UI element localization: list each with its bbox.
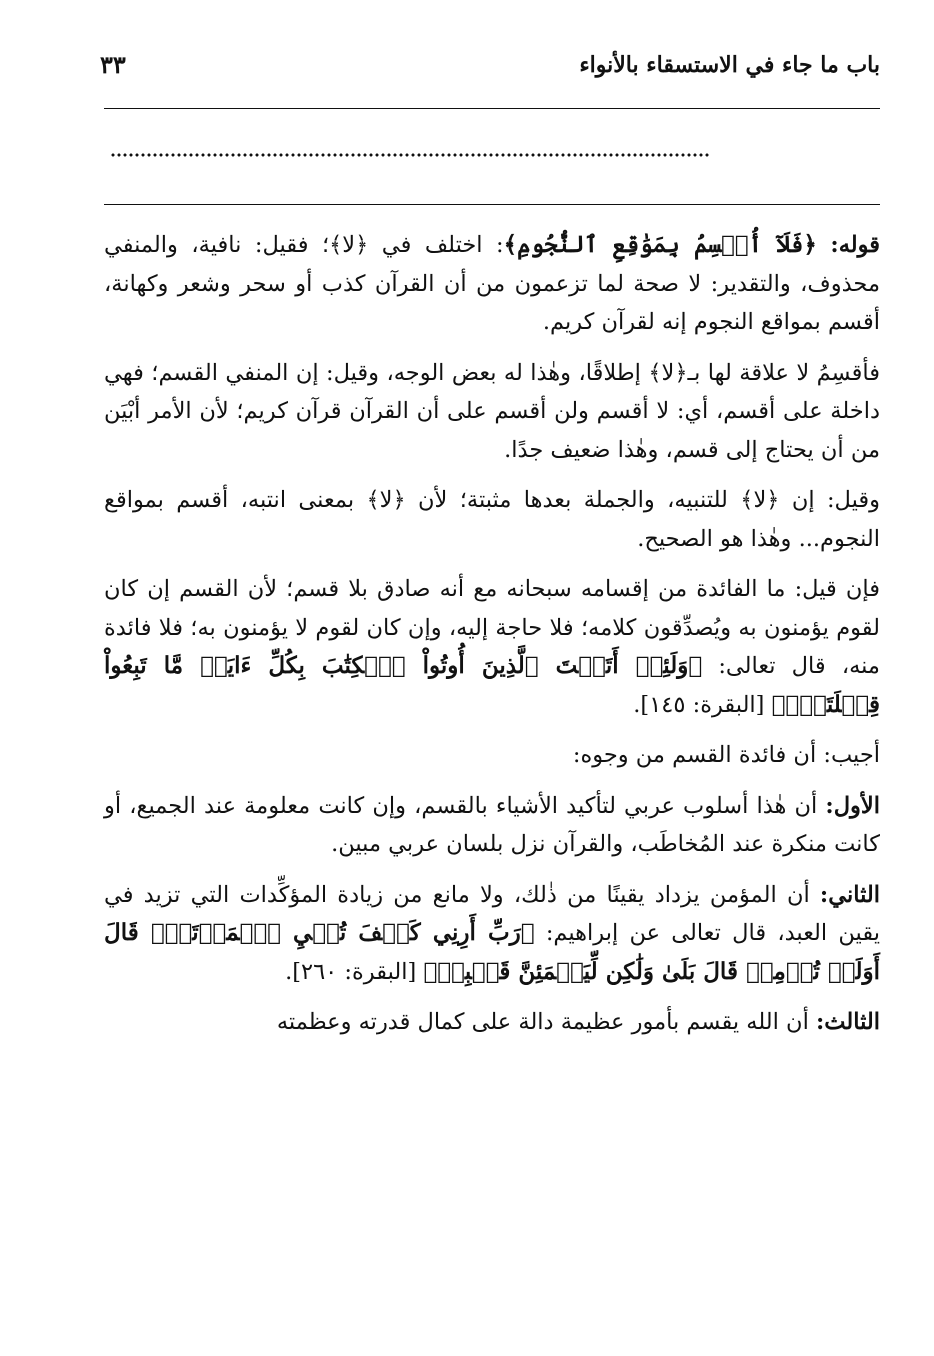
quran-verse: ﴿رَبِّ أَرِنِي كَيۡفَ تُحۡيِ ٱلۡمَوۡتَىٰۖ قَالَ أَوَلَمۡ تُؤۡمِنۖ قَالَ بَلَىٰ وَلَٰكِن لِّيَطۡمَئِنَّ قَلۡبِيۖ﴾ — [104, 919, 880, 985]
paragraph-1 — [104, 226, 880, 342]
paragraph-text: : اختلف في ﴿لا﴾؛ فقيل: نافية، والمنفي محذوف، والتقدير: لا صحة لما تزعمون من أن القرآن كذب أو سحر وشعر وكهانة، أقسم بمواقع النجوم إنه لقرآن كريم. — [104, 232, 880, 335]
quran-verse: ﴿وَلَئِنۡ أَتَيۡتَ ٱلَّذِينَ أُوتُواْ ٱلۡكِتَٰبَ بِكُلِّ ءَايَةٖ مَّا تَبِعُواْ قِبۡلَتَكَۚ﴾ — [104, 652, 880, 718]
paragraph-8 — [104, 1003, 880, 1042]
paragraph-text: أن هٰذا أسلوب عربي لتأكيد الأشياء بالقسم، وإن كانت معلومة عند الجميع، أو كانت منكرة عند المُخاطَب، والقرآن نزل بلسان عربي مبين. — [104, 792, 880, 857]
page-header — [100, 40, 880, 100]
paragraph-lead: الثالث: — [815, 1009, 880, 1035]
header-rule — [104, 108, 880, 109]
paragraph-7 — [104, 876, 880, 992]
paragraph-text: أن الله يقسم بأمور عظيمة دالة على كمال قدرته وعظمته — [276, 1009, 809, 1035]
dotted-separator — [110, 152, 710, 158]
paragraph-text: أجيب: أن فائدة القسم من وجوه: — [572, 742, 880, 768]
body-text — [104, 226, 880, 1054]
paragraph-text: فإن قيل: ما الفائدة من إقسامه سبحانه مع أنه صادق بلا قسم؛ لأن القسم إن كان لقوم يؤمنون به ويُصدِّقون كلامه؛ فلا حاجة إليه، وإن كان لقوم لا يؤمنون به؛ فلا فائدة منه، قال تعالى: — [104, 576, 880, 679]
paragraph-text: أن المؤمن يزداد يقينًا من ذٰلك، ولا مانع من زيادة المؤكِّدات التي تزيد في يقين العبد، قال تعالى عن إبراهيم: — [104, 881, 880, 946]
paragraph-lead: الثاني: — [819, 881, 880, 908]
paragraph-3 — [104, 481, 880, 558]
verse-reference: [البقرة: ١٤٥]. — [633, 691, 765, 718]
paragraph-4 — [104, 570, 880, 724]
paragraph-text: فأقسِمُ لا علاقة لها بـ﴿لا﴾ إطلاقًا، وهٰذا له بعض الوجه، وقيل: إن المنفي القسم؛ فهي داخلة على أقسم، أي: لا أقسم ولن أقسم على أن القرآن قرآن كريم؛ لأن الأمر أبْيَن من أن يحتاج إلى قسم، وهٰذا ضعيف جدًا. — [104, 359, 880, 463]
paragraph-6 — [104, 787, 880, 864]
section-rule — [104, 204, 880, 205]
paragraph-lead: قوله: — [830, 232, 880, 258]
paragraph-5 — [104, 736, 880, 775]
paragraph-2 — [104, 354, 880, 470]
quran-verse: ﴿فَلَآ أُقۡسِمُ بِمَوَٰقِعِ ٱلنُّجُومِ﴾ — [503, 231, 817, 258]
paragraph-text: وقيل: إن ﴿لا﴾ للتنبيه، والجملة بعدها مثبتة؛ لأن ﴿لا﴾ بمعنى انتبه، أقسم بمواقع النجوم... وهٰذا هو الصحيح. — [104, 487, 880, 552]
paragraph-lead: الأول: — [825, 792, 880, 819]
verse-reference: [البقرة: ٢٦٠]. — [285, 958, 417, 985]
running-title: باب ما جاء في الاستسقاء بالأنواء — [579, 52, 880, 78]
document-page — [100, 40, 880, 1340]
page-number: ٣٣ — [100, 50, 126, 79]
